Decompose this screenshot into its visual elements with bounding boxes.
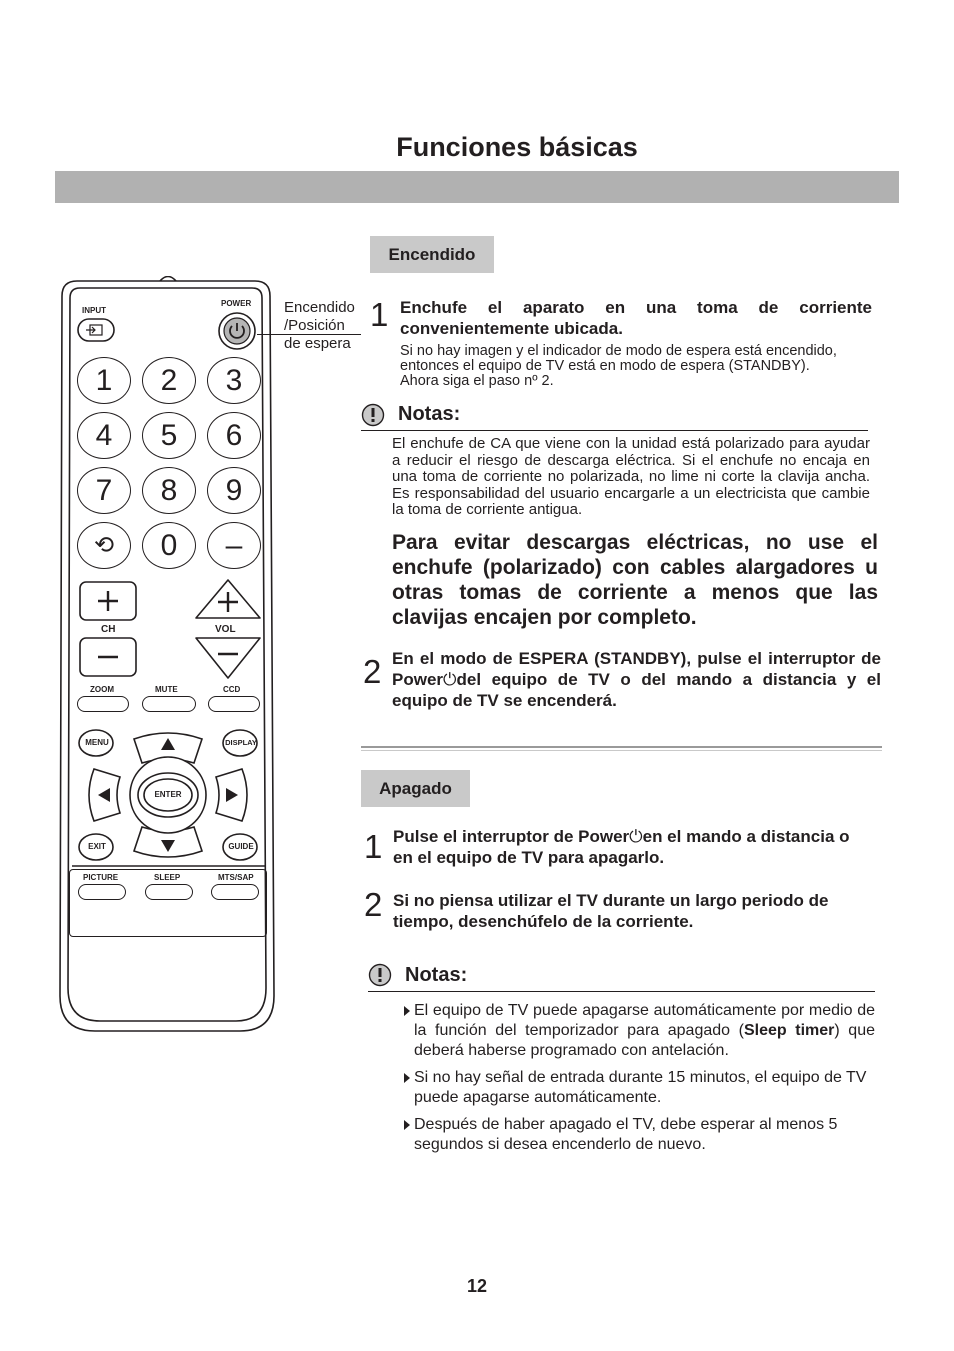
display-button[interactable]: DISPLAY — [225, 738, 257, 747]
digit-4-button[interactable]: 4 — [77, 412, 131, 459]
sleep-label: SLEEP — [154, 873, 181, 882]
step-1-detail: Si no hay imagen y el indicador de modo de espera está encendido, entonces el equipo de TV está en modo de espera (STANDBY). Ahora siga el paso nº 2. — [400, 343, 837, 389]
warning-icon — [361, 403, 385, 427]
digit-keypad — [77, 357, 262, 572]
off-step-1-text-b: en el mando a distancia o en el equipo de TV para apagarlo. — [393, 827, 850, 867]
input-button[interactable] — [77, 318, 115, 342]
callout-line-3: de espera — [284, 335, 351, 352]
power-icon: ⏻ — [443, 670, 457, 689]
digit-1-button[interactable]: 1 — [77, 357, 131, 404]
mts-sap-button[interactable] — [211, 884, 259, 900]
digit-6-button[interactable]: 6 — [207, 412, 261, 459]
note-bullet-2 — [404, 1068, 875, 1108]
bullet-2-text: Si no hay señal de entrada durante 15 minutos, el equipo de TV puede apagarse automáticamente. — [414, 1069, 867, 1106]
encendido-tag: Encendido — [370, 236, 494, 273]
section-divider — [361, 746, 882, 748]
recall-icon: ⟲ — [93, 532, 115, 559]
step-2-text — [392, 648, 881, 711]
digit-9-button[interactable]: 9 — [207, 467, 261, 514]
off-step-1-number: 1 — [364, 828, 383, 865]
digit-8-button[interactable]: 8 — [142, 467, 196, 514]
menu-button[interactable]: MENU — [85, 738, 109, 747]
power-callout — [284, 299, 355, 353]
ccd-label: CCD — [223, 685, 241, 694]
digit-3-button[interactable]: 3 — [207, 357, 261, 404]
dash-button[interactable]: – — [207, 522, 261, 569]
power-button[interactable] — [217, 311, 257, 351]
ch-label: CH — [101, 624, 116, 635]
bullet-arrow-icon — [404, 1006, 410, 1016]
notes-heading-1: Notas: — [398, 403, 461, 425]
apagado-tag: Apagado — [361, 770, 470, 807]
zoom-label: ZOOM — [90, 685, 114, 694]
vol-down-button[interactable] — [196, 638, 260, 678]
bullet-1-text-a: El equipo de TV puede apagarse automáticamente por medio de la función del temporizador para apagado ( — [414, 1002, 875, 1039]
exit-button[interactable]: EXIT — [88, 842, 106, 851]
off-step-2-text: Si no piensa utilizar el TV durante un largo periodo de tiempo, desenchúfelo de la corriente. — [393, 891, 829, 931]
title-bar — [55, 171, 899, 203]
step-1-text: Enchufe el aparato en una toma de corriente convenientemente ubicada. — [400, 298, 872, 338]
step-1-number: 1 — [370, 296, 389, 333]
guide-button[interactable]: GUIDE — [228, 842, 254, 851]
page-title: Funciones básicas — [396, 132, 638, 162]
digit-0-button[interactable]: 0 — [142, 522, 196, 569]
vol-label: VOL — [215, 624, 236, 635]
page-number: 12 — [466, 1276, 488, 1296]
zoom-button[interactable] — [77, 696, 129, 712]
mute-button[interactable] — [142, 696, 196, 712]
bullet-1-text-b: Sleep timer — [743, 1022, 835, 1039]
picture-label: PICTURE — [83, 873, 119, 882]
digit-7-button[interactable]: 7 — [77, 467, 131, 514]
bullet-arrow-icon — [404, 1073, 410, 1083]
notes-rule-2 — [368, 991, 875, 992]
warning-text: Para evitar descargas eléctricas, no use el enchufe (polarizado) con cables alargadores u otras tomas de corriente a menos que las clavijas encajen por completo. — [392, 531, 878, 629]
note-bullet-3 — [404, 1115, 875, 1155]
bullet-1-text-c: ) que deberá haberse programado con antelación. — [414, 1022, 875, 1059]
sleep-button[interactable] — [145, 884, 193, 900]
notes-body-1: El enchufe de CA que viene con la unidad está polarizado para ayudar a reducir el riesgo de descarga eléctrica. Si el enchufe no encaja en una toma de corriente no polarizada, no lime ni corte la clavija ancha. Es responsabilidad del usuario encargarle a un electricista que cambie la toma de corriente antigua. — [392, 435, 870, 518]
notes-rule-1 — [361, 430, 868, 431]
off-step-1-text-a: Pulse el interruptor de Power — [393, 827, 630, 846]
section-divider-shadow — [361, 750, 882, 751]
picture-button[interactable] — [78, 884, 126, 900]
step-2-text-a: En el modo de ESPERA (STANDBY), pulse el interruptor de Power — [392, 649, 881, 689]
callout-line-1: Encendido — [284, 299, 355, 316]
recall-button[interactable] — [77, 522, 131, 569]
off-step-1-text — [393, 826, 873, 868]
note-bullet-1 — [404, 1001, 875, 1061]
power-icon: ⏻ — [629, 827, 643, 846]
remote-input-label: INPUT — [82, 306, 106, 315]
mute-label: MUTE — [155, 685, 178, 694]
mts-label: MTS/SAP — [218, 873, 254, 882]
remote-power-label: POWER — [221, 299, 252, 308]
step-2-text-b: del equipo de TV o del mando a distancia y el equipo de TV se encenderá. — [392, 670, 881, 710]
notes-heading-2: Notas: — [405, 964, 468, 986]
callout-line-2: /Posición — [284, 317, 345, 334]
step-2-number: 2 — [363, 653, 382, 690]
bullet-3-text: Después de haber apagado el TV, debe esperar al menos 5 segundos si desea encenderlo de nuevo. — [414, 1116, 838, 1153]
digit-2-button[interactable]: 2 — [142, 357, 196, 404]
ccd-button[interactable] — [208, 696, 260, 712]
digit-5-button[interactable]: 5 — [142, 412, 196, 459]
bullet-arrow-icon — [404, 1120, 410, 1130]
off-step-2-number: 2 — [364, 886, 383, 923]
warning-icon — [368, 963, 392, 987]
enter-button[interactable]: ENTER — [154, 790, 182, 799]
